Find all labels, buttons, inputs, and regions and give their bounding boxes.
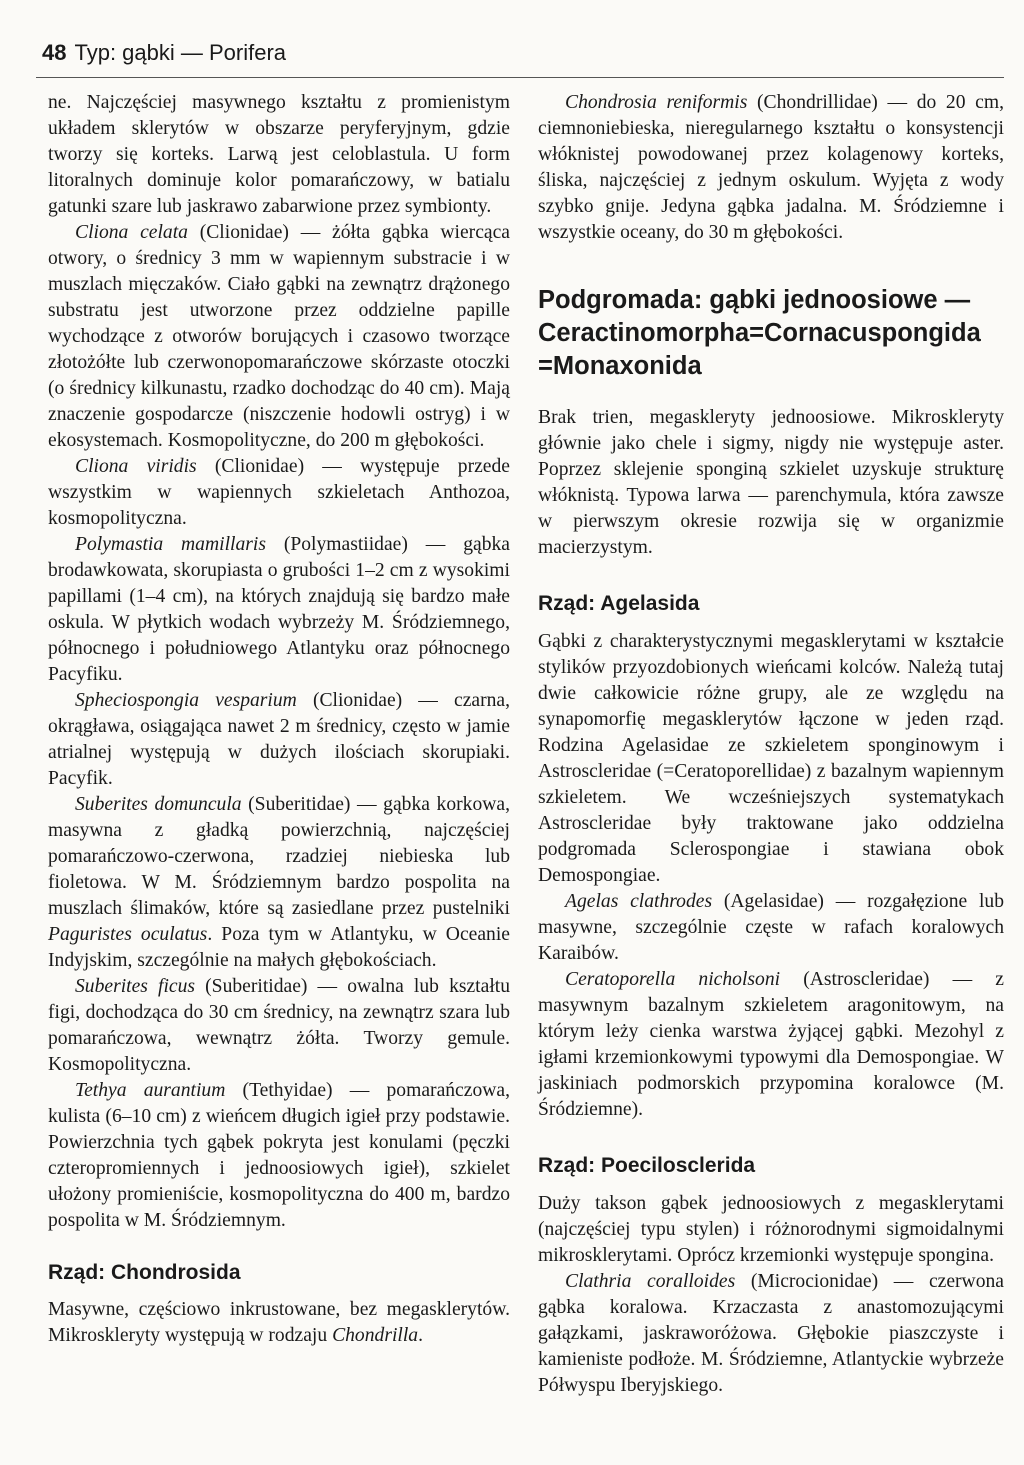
entry-cliona-celata: [48, 220, 510, 454]
subclass-heading-line: Ceractinomorpha=Cornacuspongida: [538, 319, 981, 347]
species-name: Spheciospongia vesparium: [75, 690, 297, 711]
species-name: Ceratoporella nicholsoni: [565, 969, 781, 990]
species-text: (Suberitidae) — gąbka korkowa, masywna z gładką powierzchnią, najczęściej pomarańczowo-czerwona, rzadziej niebieska lub fioletowa. W M. Śródziemnym bardzo pospolita na muszlach ślimaków, które są zasiedlane przez pustelniki: [48, 794, 510, 919]
entry-tethya: [48, 1078, 510, 1234]
species-name: Suberites ficus: [75, 976, 196, 997]
subclass-heading-line: =Monaxonida: [538, 352, 702, 380]
chondrosida-text: Masywne, częściowo inkrustowane, bez megasklerytów. Mikroskleryty występują w rodzaju: [48, 1299, 510, 1346]
entry-spheciospongia: [48, 688, 510, 792]
running-title: Typ: gąbki — Porifera: [74, 40, 287, 65]
species-name: Cliona viridis: [75, 456, 197, 477]
entry-cliona-viridis: [48, 454, 510, 532]
heading-agelasida: Rząd: Agelasida: [538, 592, 700, 615]
species-text: (Tethyidae) — pomarańczowa, kulista (6–10 cm) z wieńcem długich igieł przy podstawie. Powierzchnia tych gąbek pokryta jest konulami (pęczki czteropromiennych i jednoosiowych igieł), szkielet ułożony promieniście, kosmopolityczna do 400 m, bardzo pospolita w M. Śródziemnym.: [48, 1080, 510, 1231]
agelasida-paragraph: Gąbki z charakterystycznymi megasklerytami w kształcie stylików przyozdobionych wieńcami kolców. Należą tutaj dwie całkowicie różne grupy, ale ze względu na synapomorfię megasklerytów łączone w jeden rząd. Rodzina Agelasidae ze szkieletem sponginowym i Astroscleridae (=Ceratoporellidae) z bazalnym wapiennym szkieletem. We wcześniejszych systematykach Astroscleridae były traktowane jako oddzielna podgromada Sclerospongiae i stawiana obok Demospongiae.: [538, 631, 1004, 886]
species-text: (Chondrillidae) — do 20 cm, ciemnoniebieska, nieregularnego kształtu o konsystencji włóknistej powodowanej przez kolagenowy korteks, śliska, najczęściej z jednym oskulum. Wyjęta z wody szybko gnije. Jedyna gąbka jadalna. M. Śródziemne i wszystkie oceany, do 30 m głębokości.: [538, 92, 1005, 243]
running-header: [42, 40, 286, 66]
species-text: (Polymastiidae) — gąbka brodawkowata, skorupiasta o grubości 1–2 cm z wysokimi papillami (1–4 cm), na których znajdują się bardzo małe oskula. W płytkich wodach wybrzeży M. Śródziemnego, północnego i południowego Atlantyku oraz północnego Pacyfiku.: [48, 534, 510, 685]
species-text: (Clionidae) — występuje przede wszystkim w wapiennych szkieletach Anthozoa, kosmopolityczna.: [48, 456, 510, 529]
subclass-paragraph: Brak trien, megaskleryty jednoosiowe. Mikroskleryty głównie jako chele i sigmy, nigdy nie występuje aster. Poprzez sklejenie sponginą szkielet uzyskuje strukturę włóknistą. Typowa larwa — parenchymula, która zawsze w pierwszym okresie rozwija się w organizmie macierzystym.: [538, 407, 1004, 558]
chondrosida-end: .: [418, 1325, 423, 1346]
species-name: Tethya aurantium: [75, 1080, 226, 1101]
header-rule: [36, 77, 1004, 78]
entry-agelas: [538, 889, 1004, 967]
entry-suberites-ficus: [48, 974, 510, 1078]
subclass-heading-line: Podgromada: gąbki jednoosiowe —: [538, 286, 971, 314]
genus-name: Chondrilla: [332, 1325, 419, 1346]
species-text: (Clionidae) — żółta gąbka wiercąca otwory, o średnicy 3 mm w wapiennym substracie i w muszlach mięczaków. Ciało gąbki na zewnątrz drążonego substratu jest utworzone przez oddzielne papille wychodzące z otworów borujących i czasowo tworzące złotożółte lub czerwonopomarańczowe skórzaste otoczki (o średnicy kilkunastu, rzadko dochodząc do 40 cm). Mają znaczenie gospodarcze (niszczenie hodowli ostryg) i w ekosystemach. Kosmopolityczne, do 200 m głębokości.: [48, 222, 510, 451]
species-name: Agelas clathrodes: [565, 891, 713, 912]
heading-chondrosida: Rząd: Chondrosida: [48, 1261, 241, 1284]
entry-clathria: [538, 1269, 1004, 1399]
species-name: Polymastia mamillaris: [75, 534, 266, 555]
poecilosclerida-paragraph: Duży takson gąbek jednoosiowych z megasklerytami (najczęściej typu stylen) i różnorodnymi sigmoidalnymi mikrosklerytami. Oprócz krzemionki występuje spongina.: [538, 1193, 1004, 1266]
right-column: [538, 90, 1004, 1399]
species-text: (Clionidae) — czarna, okrągława, osiągająca nawet 2 m średnicy, często w jamie atrialnej występują w dużych ilościach skorupiaki. Pacyfik.: [48, 690, 511, 789]
intro-paragraph: ne. Najczęściej masywnego kształtu z promienistym układem sklerytów w obszarze peryferyjnym, gdzie tworzy się korteks. Larwą jest celoblastula. U form litoralnych dominuje kolor pomarańczowy, w batialu gatunki szare lub jaskrawo zabarwione przez symbionty.: [48, 92, 510, 217]
entry-ceratoporella: [538, 967, 1004, 1123]
species-text: (Microcionidae) — czerwona gąbka koralowa. Krzaczasta z anastomozującymi gałązkami, jaskraworóżowa. Głębokie piaszczyste i kamieniste podłoże. M. Śródziemne, Atlantyckie wybrzeże Półwyspu Iberyjskiego.: [538, 1271, 1004, 1396]
species-name: Suberites domuncula: [75, 794, 242, 815]
species-text: (Astroscleridae) — z masywnym bazalnym szkieletem aragonitowym, na którym leży cienka warstwa żyjącej gąbki. Mezohyl z igłami krzemionkowymi typowymi dla Demospongiae. W jaskiniach podmorskich przypomina koralowce (M. Śródziemne).: [538, 969, 1004, 1120]
species-name: Cliona celata: [75, 222, 188, 243]
subclass-heading: [538, 284, 1004, 383]
entry-suberites-domuncula: [48, 792, 510, 974]
species-text: (Agelasidae) — rozgałęzione lub masywne, szczególnie częste w rafach koralowych Karaibów.: [538, 891, 1004, 964]
species-name: Clathria coralloides: [565, 1271, 736, 1292]
species-name: Chondrosia reniformis: [565, 92, 748, 113]
heading-poecilosclerida: Rząd: Poecilosclerida: [538, 1154, 756, 1177]
species-name-inline: Paguristes oculatus: [48, 924, 208, 945]
chondrosida-paragraph: [48, 1297, 510, 1349]
species-text: . Poza tym w Atlantyku, w Oceanie Indyjskim, szczególnie na małych głębokościach.: [48, 924, 510, 971]
page-number: 48: [42, 40, 67, 65]
entry-chondrosia: [538, 90, 1004, 246]
species-text: (Suberitidae) — owalna lub kształtu figi, dochodząca do 30 cm średnicy, na zewnątrz szara lub pomarańczowa, wewnątrz żółta. Tworzy gemule. Kosmopolityczna.: [48, 976, 511, 1075]
left-column: [48, 90, 510, 1349]
entry-polymastia: [48, 532, 510, 688]
